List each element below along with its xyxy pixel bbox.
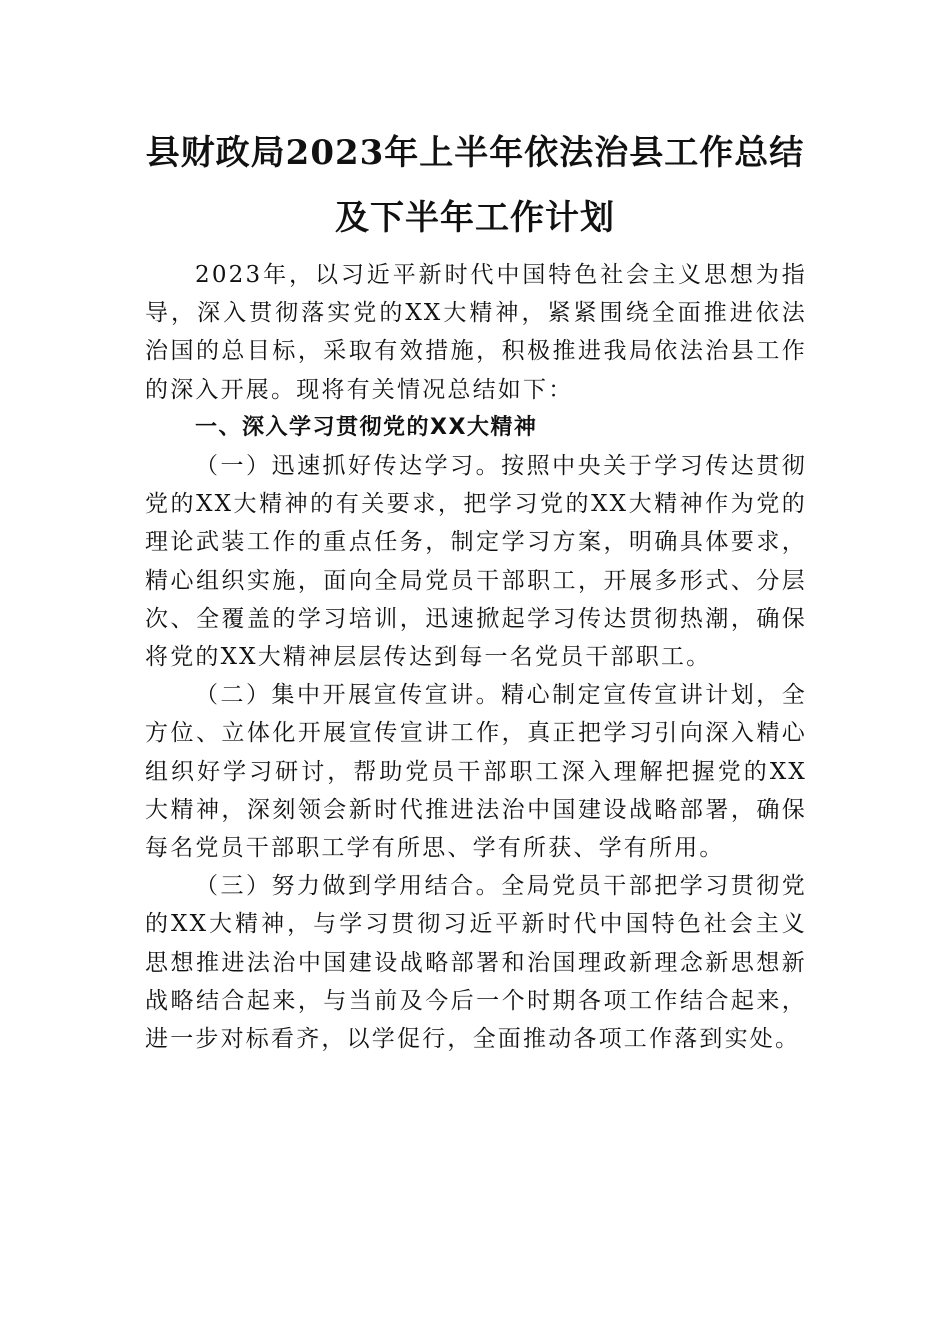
- paragraph-1: （一）迅速抓好传达学习。按照中央关于学习传达贯彻党的XX大精神的有关要求，把学习党的XX大精神作为党的理论武装工作的重点任务，制定学习方案，明确具体要求，精心组织实施，面向全局党员干部职工，开展多形式、分层次、全覆盖的学习培训，迅速掀起学习传达贯彻热潮，确保将党的XX大精神层层传达到每一名党员干部职工。: [145, 453, 807, 671]
- paragraph-2: （二）集中开展宣传宣讲。精心制定宣传宣讲计划，全方位、立体化开展宣传宣讲工作，真正把学习引向深入精心组织好学习研讨，帮助党员干部职工深入理解把握党的XX大精神，深刻领会新时代推进法治中国建设战略部署，确保每名党员干部职工学有所思、学有所获、学有所用。: [145, 682, 807, 862]
- document-title-line-2: 及下半年工作计划: [335, 198, 615, 238]
- document-title-line-1: 县财政局2023年上半年依法治县工作总结: [145, 133, 805, 173]
- section-heading: 一、深入学习贯彻党的XX大精神: [195, 414, 538, 440]
- intro-paragraph: 2023年，以习近平新时代中国特色社会主义思想为指导，深入贯彻落实党的XX大精神，紧紧围绕全面推进依法治国的总目标，采取有效措施，积极推进我局依法治县工作的深入开展。现将有关情况总结如下：: [145, 262, 807, 403]
- document-body: [145, 256, 807, 1058]
- paragraph-3: （三）努力做到学用结合。全局党员干部把学习贯彻党的XX大精神，与学习贯彻习近平新时代中国特色社会主义思想推进法治中国建设战略部署和治国理政新理念新思想新战略结合起来，与当前及今后一个时期各项工作结合起来，进一步对标看齐，以学促行，全面推动各项工作落到实处。: [145, 873, 807, 1053]
